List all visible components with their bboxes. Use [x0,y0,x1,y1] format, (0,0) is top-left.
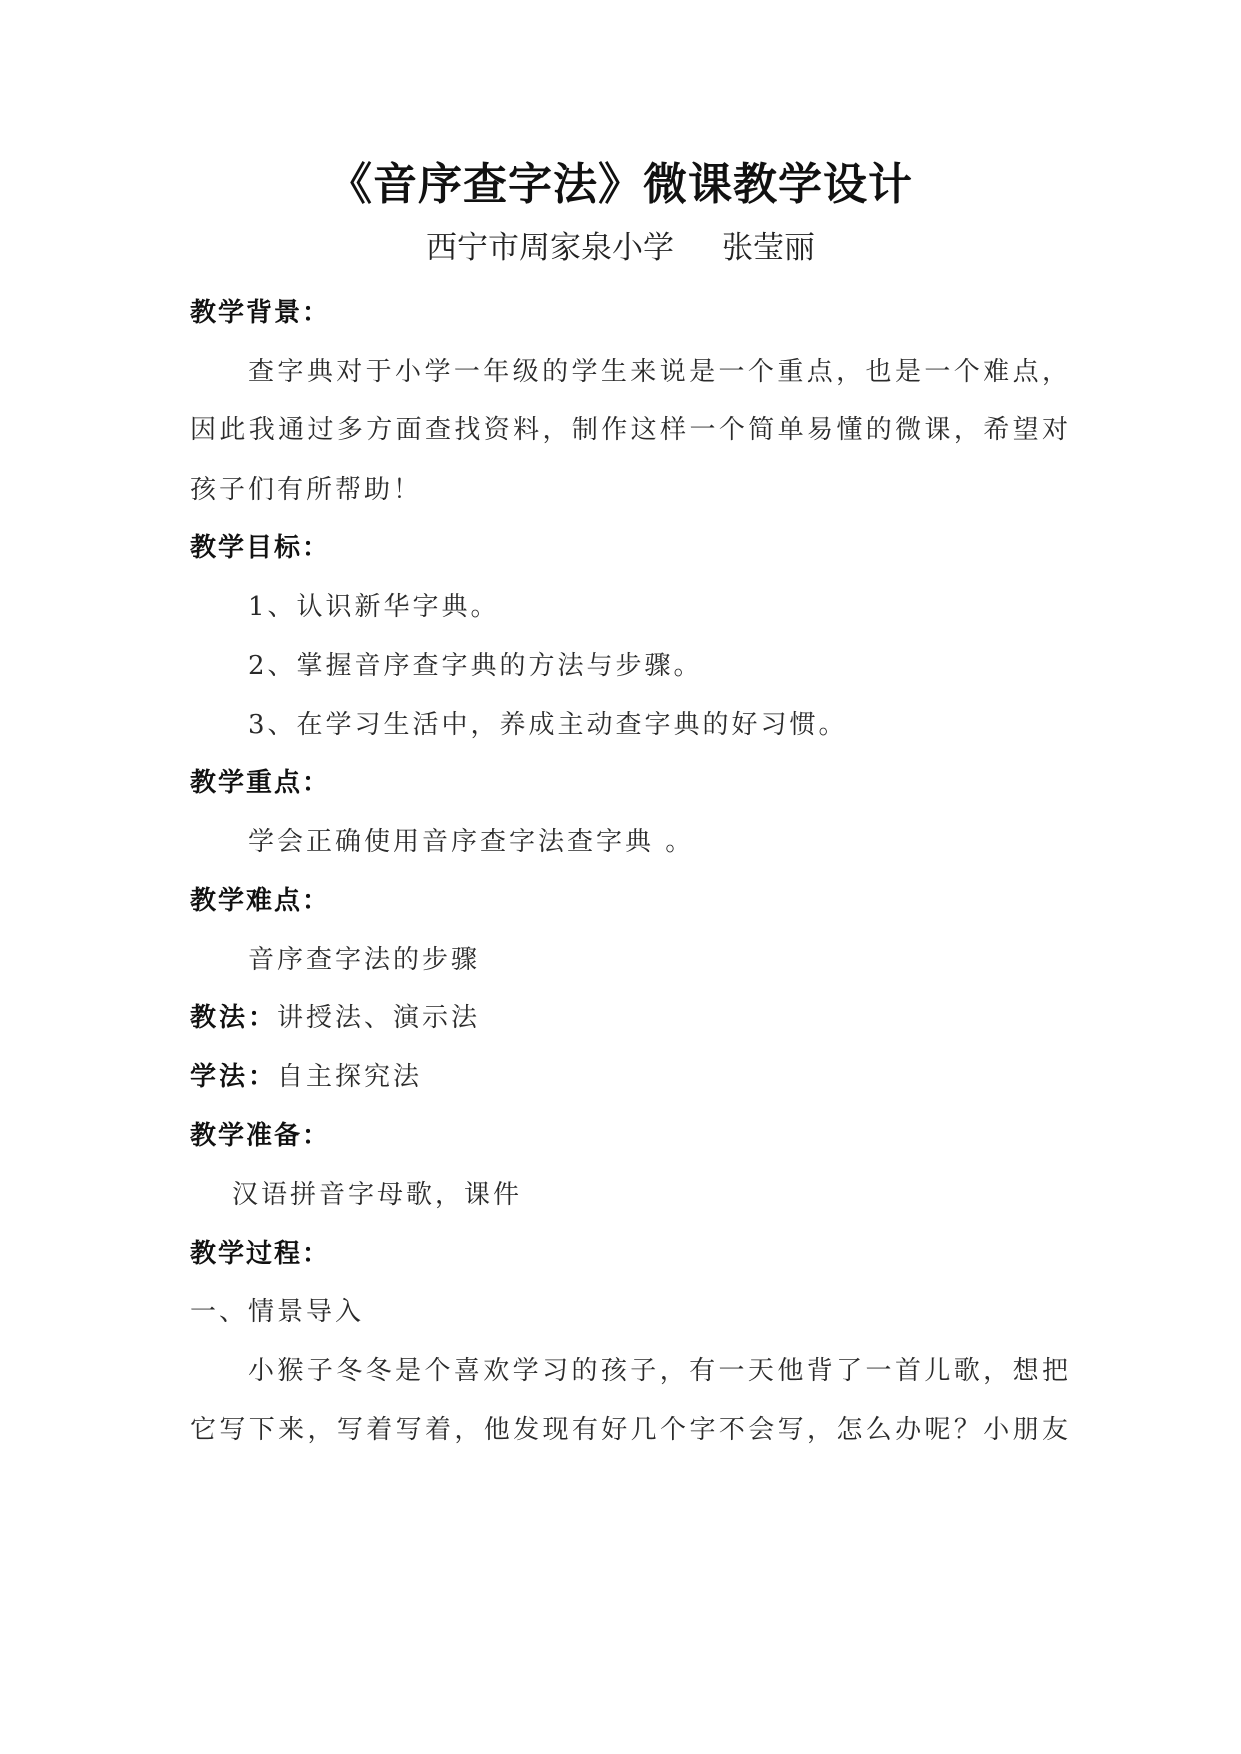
objective-item-3: 3、在学习生活中，养成主动查字典的好习惯。 [248,710,848,740]
process-step1-title: 一、情景导入 [190,1297,365,1327]
objective-item-1: 1、认识新华字典。 [248,592,500,622]
preparation-text: 汉语拼音字母歌，课件 [232,1180,523,1210]
objective-item-2: 2、掌握音序查字典的方法与步骤。 [248,651,703,681]
process-heading: 教学过程： [190,1239,331,1269]
background-line-2: 因此我通过多方面查找资料，制作这样一个简单易懂的微课，希望对 [190,415,1070,445]
key-point-heading: 教学重点： [190,768,331,798]
background-line-3: 孩子们有所帮助！ [190,475,423,505]
process-step1-line-2: 它写下来，写着写着，他发现有好几个字不会写，怎么办呢？小朋友 [190,1415,1070,1445]
teaching-method-text: 讲授法、演示法 [277,1003,481,1033]
document-title: 《音序查字法》微课教学设计 [328,159,913,210]
author-school: 西宁市周家泉小学 [426,230,674,266]
preparation-heading: 教学准备： [190,1121,331,1151]
difficulty-text: 音序查字法的步骤 [248,945,481,975]
background-heading: 教学背景： [190,298,331,328]
author-name: 张莹丽 [722,230,815,266]
learning-method-label: 学法： [190,1062,278,1092]
author-line [0,225,1241,271]
learning-method-text: 自主探究法 [277,1062,423,1092]
process-step1-line-1: 小猴子冬冬是个喜欢学习的孩子，有一天他背了一首儿歌，想把 [248,1356,1070,1386]
teaching-method-line [190,998,1070,1038]
objectives-heading: 教学目标： [190,533,331,563]
difficulty-heading: 教学难点： [190,886,331,916]
teaching-method-label: 教法： [190,1003,278,1033]
background-line-1: 查字典对于小学一年级的学生来说是一个重点，也是一个难点， [248,357,1070,387]
learning-method-line [190,1057,1070,1097]
key-point-text: 学会正确使用音序查字法查字典 。 [248,827,695,857]
